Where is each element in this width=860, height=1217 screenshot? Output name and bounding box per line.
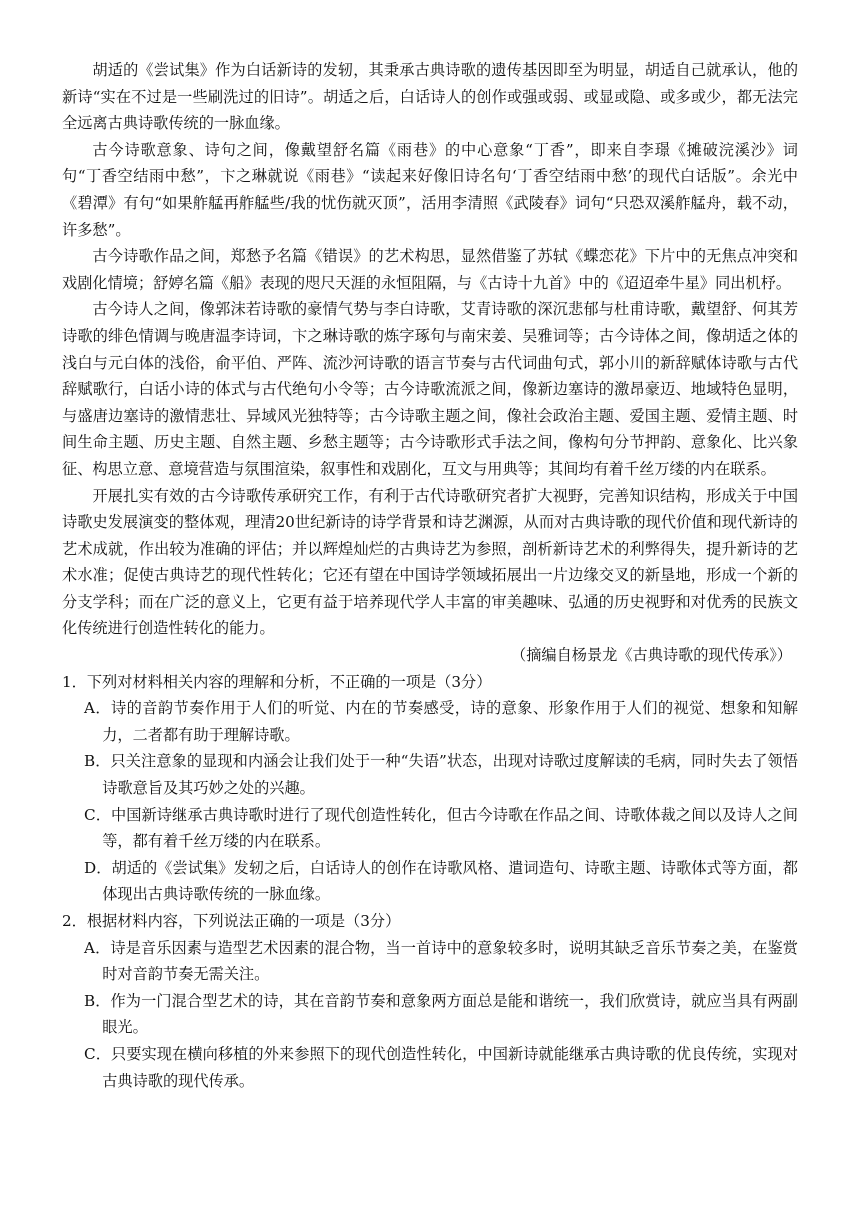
paragraph-5: 开展扎实有效的古今诗歌传承研究工作，有利于古代诗歌研究者扩大视野，完善知识结构，形成关于中国诗歌史发展演变的整体观，理清20世纪新诗的诗学背景和诗艺渊源，从而对古典诗歌的现代价值和现代新诗的艺术成就，作出较为准确的评估；并以辉煌灿烂的古典诗艺为参照，剖析新诗艺术的利弊得失，提升新诗的艺术水准；促使古典诗艺的现代性转化；它还有望在中国诗学领域拓展出一片边缘交叉的新垦地，形成一个新的分支学科；而在广泛的意义上，它更有益于培养现代学人丰富的审美趣味、弘通的历史视野和对优秀的民族文化传统进行创造性转化的能力。	[62, 486, 798, 638]
question-stem: 1．下列对材料相关内容的理解和分析，不正确的一项是（3分）	[62, 672, 492, 691]
question-1	[62, 669, 798, 908]
option-d: D．胡适的《尝试集》发轫之后，白话诗人的创作在诗歌风格、遣词造句、诗歌主题、诗歌体式等方面，都体现出古典诗歌传统的一脉血缘。	[84, 858, 798, 904]
option-c: C．只要实现在横向移植的外来参照下的现代创造性转化，中国新诗就能继承古典诗歌的优良传统，实现对古典诗歌的现代传承。	[84, 1044, 798, 1090]
paragraph-1: 胡适的《尝试集》作为白话新诗的发轫，其秉承古典诗歌的遗传基因即至为明显，胡适自己就承认，他的新诗“实在不过是一些刷洗过的旧诗”。胡适之后，白话诗人的创作或强或弱、或显或隐、或多或少，都无法完全远离古典诗歌传统的一脉血缘。	[62, 61, 798, 133]
option-c: C．中国新诗继承古典诗歌时进行了现代创造性转化，但古今诗歌在作品之间、诗歌体裁之间以及诗人之间等，都有着千丝万缕的内在联系。	[84, 805, 798, 851]
question-2	[62, 908, 798, 1094]
paragraph-2: 古今诗歌意象、诗句之间，像戴望舒名篇《雨巷》的中心意象“丁香”，即来自李璟《摊破浣溪沙》词句“丁香空结雨中愁”，卞之琳就说《雨巷》“读起来好像旧诗名句‘丁香空结雨中愁’的现代白话版”。余光中《碧潭》有句“如果舴艋再舴艋些/我的忧伤就灭顶”，活用李清照《武陵春》词句“只恐双溪舴艋舟，载不动，许多愁”。	[62, 140, 798, 239]
option-b: B．作为一门混合型艺术的诗，其在音韵节奏和意象两方面总是能和谐统一，我们欣赏诗，就应当具有两副眼光。	[84, 991, 798, 1037]
option-a: A．诗的音韵节奏作用于人们的听觉、内在的节奏感受，诗的意象、形象作用于人们的视觉、想象和知解力，二者都有助于理解诗歌。	[84, 699, 798, 744]
source-citation: （摘编自杨景龙《古典诗歌的现代传承》）	[511, 646, 792, 665]
question-stem: 2．根据材料内容，下列说法正确的一项是（3分）	[62, 912, 401, 930]
paragraph-3: 古今诗歌作品之间，郑愁予名篇《错误》的艺术构思，显然借鉴了苏轼《蝶恋花》下片中的无焦点冲突和戏剧化情境；舒婷名篇《船》表现的咫尺天涯的永恒阻隔，与《古诗十九首》中的《迢迢牵牛星》同出机杼。	[62, 247, 798, 292]
option-a: A．诗是音乐因素与造型艺术因素的混合物，当一首诗中的意象较多时，说明其缺乏音乐节奏之美，在鉴赏时对音韵节奏无需关注。	[84, 938, 798, 984]
option-b: B．只关注意象的显现和内涵会让我们处于一种“失语”状态，出现对诗歌过度解读的毛病，同时失去了领悟诗歌意旨及其巧妙之处的兴趣。	[84, 752, 798, 798]
paragraph-4: 古今诗人之间，像郭沫若诗歌的豪情气势与李白诗歌，艾青诗歌的深沉悲郁与杜甫诗歌，戴望舒、何其芳诗歌的绯色情调与晚唐温李诗词，卞之琳诗歌的炼字琢句与南宋姜、吴雅词等；古今诗体之间，像胡适之体的浅白与元白体的浅俗，俞平伯、严阵、流沙河诗歌的语言节奏与古代词曲句式，郭小川的新辞赋体诗歌与古代辞赋歌行，白话小诗的体式与古代绝句小令等；古今诗歌流派之间，像新边塞诗的激昂豪迈、地域特色显明，与盛唐边塞诗的激情悲壮、异域风光独特等；古今诗歌主题之间，像社会政治主题、爱国主题、爱情主题、时间生命主题、历史主题、自然主题、乡愁主题等；古今诗歌形式手法之间，像构句分节押韵、意象化、比兴象征、构思立意、意境营造与氛围渲染，叙事性和戏剧化，互文与用典等；其间均有着千丝万缕的内在联系。	[62, 300, 798, 478]
